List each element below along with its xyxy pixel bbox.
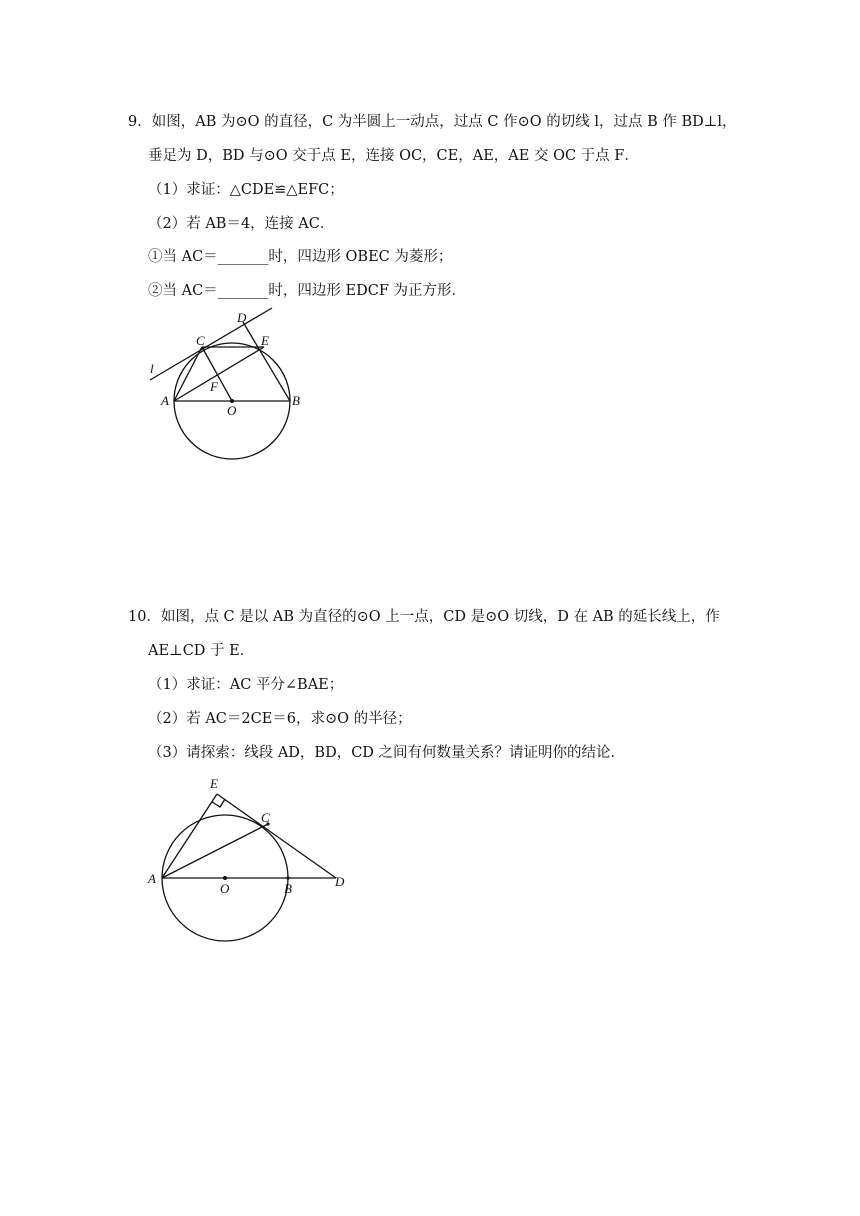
right-angle-mark xyxy=(212,799,225,807)
problem9-sub2: ②当 AC＝_______时，四边形 EDCF 为正方形． xyxy=(148,283,467,299)
tangent-l xyxy=(150,308,272,380)
problem10-statement-line2: AE⊥CD 于 E． xyxy=(148,643,255,659)
problem9-statement-line1: 9．如图，AB 为⊙O 的直径，C 为半圆上一动点，过点 C 作⊙O 的切线 l，过点 B 作 BD⊥l， xyxy=(128,114,737,130)
problem9-sub1: ①当 AC＝_______时，四边形 OBEC 为菱形； xyxy=(148,249,453,265)
problem10-figure xyxy=(140,770,360,945)
problem9-part2: （2）若 AB＝4，连接 AC． xyxy=(148,216,335,232)
label-e: E xyxy=(261,333,269,348)
label-l: l xyxy=(150,361,154,376)
label-b: B xyxy=(292,393,300,408)
label-a: A xyxy=(161,393,169,408)
label-o: O xyxy=(220,881,230,896)
segment-ac xyxy=(162,824,268,878)
problem9-figure xyxy=(140,305,310,465)
label-o: O xyxy=(227,403,237,418)
label-d: D xyxy=(335,874,345,889)
problem9-part1: （1）求证：△CDE≌△EFC； xyxy=(148,182,344,198)
label-b: B xyxy=(284,881,292,896)
label-c: C xyxy=(196,333,205,348)
problem10-part2: （2）若 AC＝2CE＝6，求⊙O 的半径； xyxy=(148,711,412,727)
problem10-statement-line1: 10．如图，点 C 是以 AB 为直径的⊙O 上一点，CD 是⊙O 切线，D 在 AB 的延长线上，作 xyxy=(128,609,720,625)
segment-ae xyxy=(162,794,217,878)
label-c: C xyxy=(261,810,270,825)
label-d: D xyxy=(237,310,247,325)
problem10-part3: （3）请探索：线段 AD，BD，CD 之间有何数量关系？请证明你的结论． xyxy=(148,745,626,761)
label-a: A xyxy=(148,871,156,886)
problem9-statement-line2: 垂足为 D，BD 与⊙O 交于点 E，连接 OC，CE，AE，AE 交 OC 于点 F． xyxy=(148,148,639,164)
label-e: E xyxy=(210,776,218,791)
label-f: F xyxy=(210,379,218,394)
center-dot-o xyxy=(223,876,227,880)
segment-ed xyxy=(217,794,336,878)
problem10-part1: （1）求证：AC 平分∠BAE； xyxy=(148,677,344,693)
point-b xyxy=(286,876,289,879)
